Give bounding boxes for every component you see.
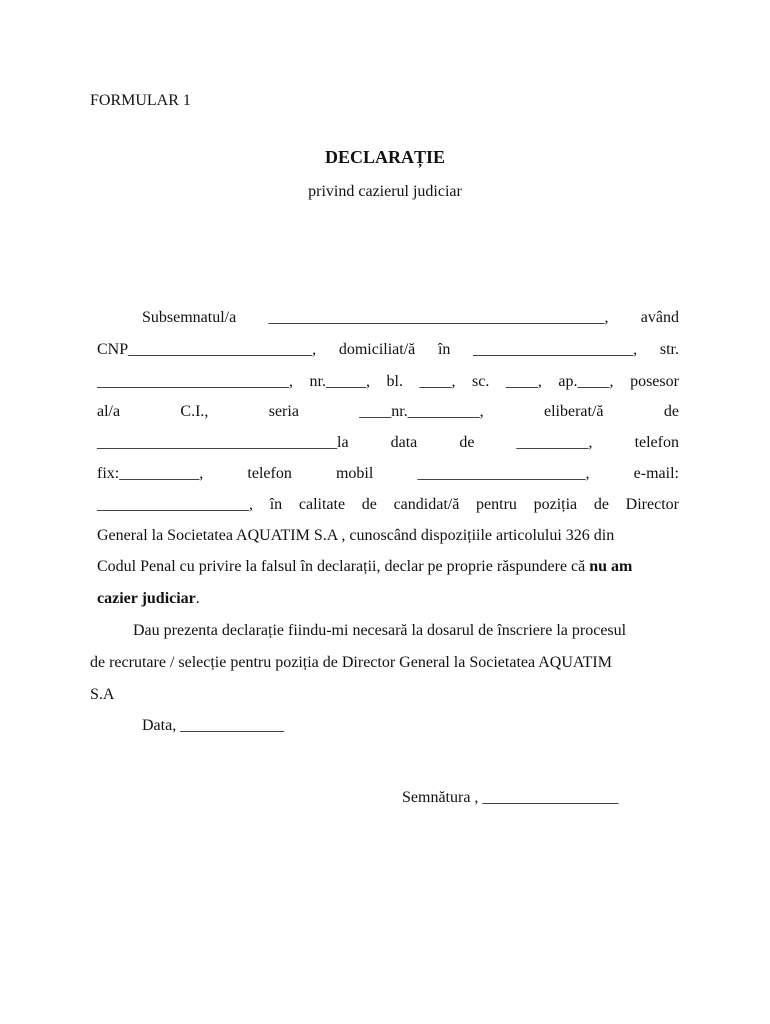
justified-word: de (459, 434, 475, 451)
declaration-bold-phrase-start: nu am (589, 558, 633, 575)
justified-word: în (437, 341, 451, 358)
document-title: DECLARAȚIE (324, 147, 446, 167)
declaration-line-2 (97, 341, 679, 359)
purpose-line-1: Dau prezenta declarație fiindu-mi necesară la dosarul de înscriere la procesul (133, 622, 627, 639)
justified-word: în (269, 496, 283, 513)
justified-word: posesor (630, 373, 679, 390)
justified-word: poziția (533, 496, 578, 513)
justified-word: Director (625, 496, 679, 513)
justified-word: _____________________, (417, 465, 590, 482)
justified-word: ____, (505, 373, 542, 390)
declaration-bold-phrase-end: cazier judiciar (97, 590, 196, 607)
declaration-line-4 (97, 403, 679, 421)
justified-word: de (663, 403, 679, 420)
justified-word: C.I., (180, 403, 209, 420)
justified-word: ap.____, (558, 373, 614, 390)
justified-word: ___________________, (97, 496, 253, 513)
justified-word: mobil (335, 465, 374, 482)
justified-word: pentru (476, 496, 517, 513)
justified-word: ____________________, (473, 341, 638, 358)
justified-word: CNP_______________________, (97, 341, 317, 358)
justified-word: ____nr._________, (359, 403, 484, 420)
justified-word: ____, (419, 373, 456, 390)
declaration-line-10 (97, 590, 679, 608)
justified-word: fix:__________, (97, 465, 204, 482)
justified-word: str. (659, 341, 679, 358)
declaration-line-10-period: . (195, 590, 200, 607)
justified-word: de (593, 496, 609, 513)
justified-word: ________________________, (97, 373, 293, 390)
declaration-line-9-text: Codul Penal cu privire la falsul în declarații, declar pe proprie răspundere că (97, 558, 590, 575)
justified-word: calitate (298, 496, 346, 513)
declaration-line-1 (142, 309, 679, 327)
justified-word: Subsemnatul/a (142, 309, 237, 326)
date-field: Data, _____________ (142, 717, 285, 734)
document-subtitle: privind cazierul judiciar (308, 183, 462, 200)
justified-word: eliberat/ă (544, 403, 604, 420)
justified-word: data (390, 434, 418, 451)
justified-word: nr._____, (309, 373, 370, 390)
justified-word: e-mail: (633, 465, 679, 482)
justified-word: ______________________________la (97, 434, 349, 451)
justified-word: de (361, 496, 377, 513)
form-number-label: FORMULAR 1 (90, 92, 191, 109)
declaration-line-5 (97, 434, 679, 452)
declaration-line-3 (97, 373, 679, 391)
declaration-line-7 (97, 496, 679, 514)
justified-word: având (640, 309, 679, 326)
declaration-line-9 (97, 558, 679, 576)
justified-word: domiciliat/ă (338, 341, 416, 358)
justified-word: _________, (516, 434, 593, 451)
justified-word: bl. (386, 373, 403, 390)
justified-word: sc. (472, 373, 490, 390)
signature-field: Semnătura , _________________ (402, 789, 619, 806)
purpose-line-3: S.A (90, 686, 115, 703)
justified-word: seria (268, 403, 299, 420)
justified-word: al/a (97, 403, 121, 420)
declaration-line-6 (97, 465, 679, 483)
justified-word: telefon (634, 434, 679, 451)
justified-word: candidat/ă (393, 496, 460, 513)
declaration-line-8: General la Societatea AQUATIM S.A , cunoscând dispozițiile articolului 326 din (97, 527, 615, 544)
purpose-line-2: de recrutare / selecție pentru poziția de Director General la Societatea AQUATIM (90, 654, 612, 671)
justified-word: telefon (247, 465, 292, 482)
justified-word: __________________________________________, (268, 309, 609, 326)
